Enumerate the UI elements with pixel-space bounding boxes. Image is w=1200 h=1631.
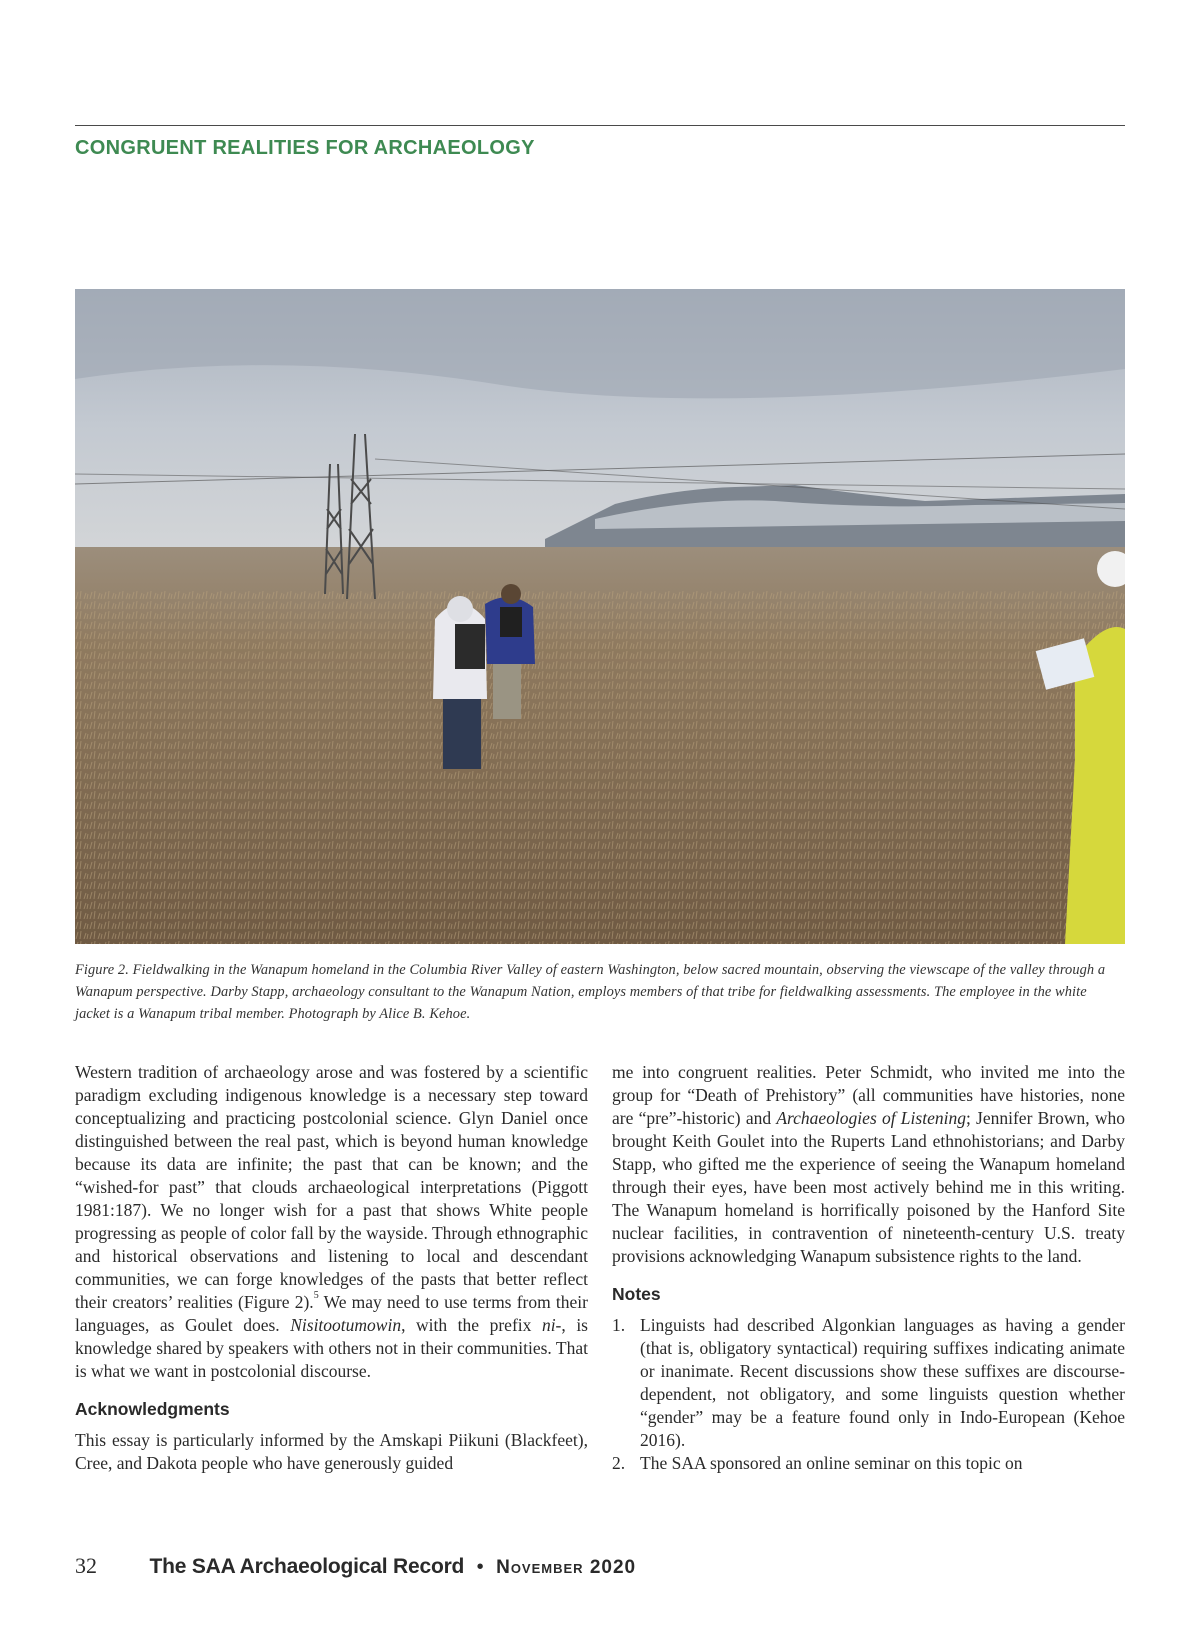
- acknowledgments-paragraph: This essay is particularly informed by the Amskapi Piikuni (Blackfeet), Cree, and Dakota people who have generously guided: [75, 1430, 588, 1473]
- note-item: 2. The SAA sponsored an online seminar on this topic on: [612, 1453, 1023, 1473]
- figure-caption: Figure 2. Fieldwalking in the Wanapum homeland in the Columbia River Valley of eastern Washington, below sacred mountain, observing the viewscape of the valley through a Wanapum perspective. Darby Stapp, archaeology consultant to the Wanapum Nation, employs members of that tribe for fieldwalking assessments. The employee in the white jacket is a Wanapum tribal member. Photograph by Alice B. Kehoe.: [75, 962, 1106, 1022]
- note-item: 1. Linguists had described Algonkian languages as having a gender (that is, obligatory syntactical) requiring suffixes indicating animate or inanimate. Recent discussions show these suffixes are discourse-dependent, not obligatory, and some linguists question whether “gender” may be a feature found only in Indo-European (Kehoe 2016).: [612, 1315, 1125, 1450]
- header-rule: [75, 125, 1125, 126]
- footer-separator: •: [476, 1556, 484, 1578]
- page-number: 32: [75, 1553, 97, 1578]
- footnote-ref[interactable]: 5: [313, 1290, 319, 1301]
- body-paragraph: Western tradition of archaeology arose and was fostered by a scientific paradigm excluding indigenous knowledge is a necessary step toward conceptualizing and practicing postcolonial science. Glyn Daniel once distinguished between the real past, which is beyond human knowledge because its data are infinite; the past that can be known; and the “wished-for past” that clouds archaeological interpretations (Piggott 1981:187). We no longer wish for a past that shows White people progressing as people of color fall by the wayside. Through ethnographic and historical observations and listening to local and descendant communities, we can forge knowledges of the pasts that better reflect their creators’ realities (Figure 2).$^5$ We may need to use terms from their languages, as Goulet does. Nisitootumowin, with the prefix ni-, is knowledge shared by speakers with others not in their communities. That is what we want in postcolonial discourse.: [75, 1062, 589, 1381]
- issue-date: November 2020: [496, 1557, 637, 1578]
- notes-list: [612, 1314, 1125, 1475]
- right-column: [612, 1061, 1125, 1475]
- acknowledgments-continued: me into congruent realities. Peter Schmidt, who invited me into the group for “Death of Prehistory” (all communities have histories, none are “pre”-historic) and Archaeologies of Listening; Jennifer Brown, who brought Keith Goulet into the Ruperts Land ethnohistorians; and Darby Stapp, who gifted me the experience of seeing the Wanapum homeland through their eyes, have been most actively behind me in this writing. The Wanapum homeland is horrifically poisoned by the Hanford Site nuclear facilities, in contravention of nineteenth-century U.S. treaty provisions acknowledging Wanapum subsistence rights to the land.: [612, 1062, 1125, 1266]
- notes-heading: Notes: [612, 1284, 661, 1304]
- left-column: [75, 1061, 588, 1475]
- landscape-photo: [75, 289, 1125, 944]
- journal-title: The SAA Archaeological Record: [149, 1555, 465, 1578]
- running-head: CONGRUENT REALITIES FOR ARCHAEOLOGY: [75, 137, 535, 159]
- page-footer: [75, 1553, 636, 1579]
- acknowledgments-heading: Acknowledgments: [75, 1399, 230, 1419]
